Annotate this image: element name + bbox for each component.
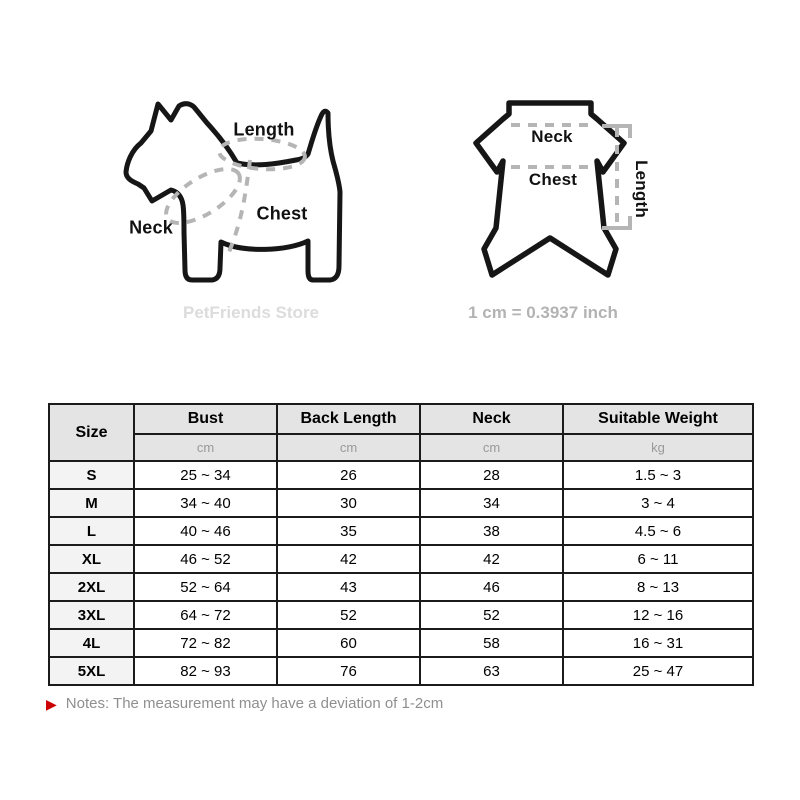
notes-line bbox=[46, 695, 443, 712]
back-length-cell: 30 bbox=[277, 489, 420, 517]
garment-chest-label: Chest bbox=[528, 170, 578, 189]
back-length-cell: 60 bbox=[277, 629, 420, 657]
neck-cell: 52 bbox=[420, 601, 563, 629]
neck-cell: 58 bbox=[420, 629, 563, 657]
table-row bbox=[49, 629, 753, 657]
unit-row bbox=[49, 434, 753, 461]
table-row bbox=[49, 545, 753, 573]
notes-text: Notes: The measurement may have a deviation of 1-2cm bbox=[65, 695, 444, 712]
dog-length-label: Length bbox=[233, 119, 295, 140]
back-length-cell: 35 bbox=[277, 517, 420, 545]
neck-cell: 46 bbox=[420, 573, 563, 601]
unit-conversion-note: 1 cm = 0.3937 inch bbox=[468, 303, 618, 322]
bust-cell: 25 ~ 34 bbox=[134, 461, 277, 489]
neck-cell: 34 bbox=[420, 489, 563, 517]
store-watermark: PetFriends Store bbox=[182, 303, 320, 322]
bust-cell: 34 ~ 40 bbox=[134, 489, 277, 517]
bust-cell: 72 ~ 82 bbox=[134, 629, 277, 657]
unit-neck: cm bbox=[420, 434, 563, 461]
col-header-back-length: Back Length bbox=[277, 404, 420, 434]
size-cell: S bbox=[49, 461, 134, 489]
weight-cell: 16 ~ 31 bbox=[563, 629, 753, 657]
size-cell: 3XL bbox=[49, 601, 134, 629]
dog-chest-label: Chest bbox=[256, 203, 308, 224]
garment-neck-label: Neck bbox=[531, 127, 573, 146]
size-table-body bbox=[49, 461, 753, 685]
size-table bbox=[48, 403, 754, 686]
bust-cell: 82 ~ 93 bbox=[134, 657, 277, 685]
neck-cell: 28 bbox=[420, 461, 563, 489]
table-row bbox=[49, 601, 753, 629]
back-length-cell: 43 bbox=[277, 573, 420, 601]
bust-cell: 64 ~ 72 bbox=[134, 601, 277, 629]
back-length-cell: 42 bbox=[277, 545, 420, 573]
size-cell: 4L bbox=[49, 629, 134, 657]
unit-weight: kg bbox=[563, 434, 753, 461]
weight-cell: 3 ~ 4 bbox=[563, 489, 753, 517]
dog-neck-label: Neck bbox=[129, 217, 173, 238]
bust-cell: 46 ~ 52 bbox=[134, 545, 277, 573]
weight-cell: 6 ~ 11 bbox=[563, 545, 753, 573]
unit-bust: cm bbox=[134, 434, 277, 461]
neck-cell: 63 bbox=[420, 657, 563, 685]
garment-length-label: Length bbox=[632, 160, 651, 218]
weight-cell: 12 ~ 16 bbox=[563, 601, 753, 629]
unit-back-length: cm bbox=[277, 434, 420, 461]
table-row bbox=[49, 657, 753, 685]
size-cell: L bbox=[49, 517, 134, 545]
weight-cell: 1.5 ~ 3 bbox=[563, 461, 753, 489]
table-row bbox=[49, 461, 753, 489]
size-cell: 2XL bbox=[49, 573, 134, 601]
col-header-size: Size bbox=[49, 404, 134, 461]
weight-cell: 25 ~ 47 bbox=[563, 657, 753, 685]
weight-cell: 8 ~ 13 bbox=[563, 573, 753, 601]
weight-cell: 4.5 ~ 6 bbox=[563, 517, 753, 545]
back-length-cell: 52 bbox=[277, 601, 420, 629]
table-row bbox=[49, 517, 753, 545]
size-cell: M bbox=[49, 489, 134, 517]
table-row bbox=[49, 489, 753, 517]
back-length-cell: 26 bbox=[277, 461, 420, 489]
size-cell: XL bbox=[49, 545, 134, 573]
neck-cell: 38 bbox=[420, 517, 563, 545]
size-cell: 5XL bbox=[49, 657, 134, 685]
bust-cell: 40 ~ 46 bbox=[134, 517, 277, 545]
header-row bbox=[49, 404, 753, 434]
col-header-neck: Neck bbox=[420, 404, 563, 434]
back-length-cell: 76 bbox=[277, 657, 420, 685]
bust-cell: 52 ~ 64 bbox=[134, 573, 277, 601]
neck-cell: 42 bbox=[420, 545, 563, 573]
size-table-header bbox=[49, 404, 753, 461]
col-header-bust: Bust bbox=[134, 404, 277, 434]
col-header-suitable-weight: Suitable Weight bbox=[563, 404, 753, 434]
notes-marker-icon: ▶ bbox=[46, 695, 57, 712]
table-row bbox=[49, 573, 753, 601]
